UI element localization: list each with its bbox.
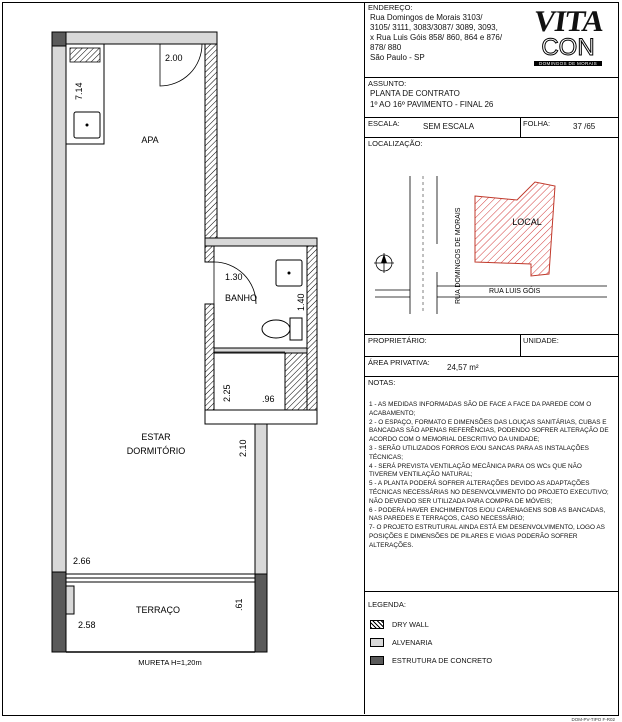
local-label: LOCAL <box>512 217 542 227</box>
alvenaria-swatch <box>370 638 384 647</box>
address-line: Rua Domingos de Morais 3103/ <box>370 13 483 22</box>
drawing-code: DOM-PV-TIPO F-R02 <box>571 717 615 722</box>
room-label-estar: ESTAR <box>141 432 171 442</box>
area-label: ÁREA PRIVATIVA: <box>368 358 430 367</box>
legend-label-text: ESTRUTURA DE CONCRETO <box>392 656 493 665</box>
address-line: x Rua Luis Góis 858/ 860, 864 e 876/ <box>370 33 503 42</box>
location-cell <box>365 138 618 335</box>
wall-bath-left-a <box>205 246 214 262</box>
address-text <box>370 13 502 63</box>
legend-item-concreto <box>370 656 492 665</box>
legend-item-drywall <box>370 620 429 629</box>
owner-cell <box>365 335 618 357</box>
scale-label: ESCALA: <box>368 119 400 128</box>
legend-cell <box>365 592 618 682</box>
subject-text <box>370 89 493 110</box>
room-label-banho: BANHO <box>224 293 258 303</box>
concreto-swatch <box>370 656 384 665</box>
notes-label: NOTAS: <box>368 378 396 387</box>
sheet-value: 37 /65 <box>573 122 596 131</box>
wall-right-lower <box>255 424 267 574</box>
room-label-terraco: TERRAÇO <box>135 605 181 615</box>
address-cell <box>365 2 618 78</box>
drywall-swatch <box>370 620 384 629</box>
column-left <box>52 572 66 652</box>
column-right <box>255 574 267 652</box>
room-label-apa: APA <box>141 135 159 145</box>
address-line: 3105/ 3111, 3083/3087/ 3089, 3093, <box>370 23 498 32</box>
dim-2-10: 2.10 <box>238 439 248 457</box>
location-label: LOCALIZAÇÃO: <box>368 139 423 148</box>
location-map <box>365 144 618 334</box>
sheet-label: FOLHA: <box>523 119 551 128</box>
dim-0-61: .61 <box>234 598 244 611</box>
vitacon-logo: VITA CON DOMINGOS DE MORAIS <box>534 8 602 72</box>
dim-2-00: 2.00 <box>165 53 183 63</box>
subject-cell <box>365 78 618 118</box>
wall-bath-top <box>205 238 317 246</box>
entry-door <box>160 44 202 86</box>
wall-shaft <box>285 352 307 414</box>
notes-text: 1 - AS MEDIDAS INFORMADAS SÃO DE FACE A FACE DA PAREDE COM O ACABAMENTO; 2 - O ESPAÇO, FORMATO E DIMENSÕES DAS LOUÇAS SANITÁRIAS, CUBAS E BANCADAS SÃO APENAS REFERÊNCIAS, PODENDO SOFRER ALTERAÇÃO DE ACORDO COM O MEMORIAL DESCRITIVO DA UNIDADE; 3 - SERÃO UTILIZADOS FORROS E/OU SANCAS PARA AS INSTALAÇÕES TÉCNICAS; 4 - SERÁ PREVISTA VENTILAÇÃO MECÂNICA PARA OS WCs QUE NÃO TIVEREM VENTILAÇÃO NATURAL; 5 - A PLANTA PODERÁ SOFRER ALTERAÇÕES DEVIDO AS ADAPTAÇÕES TÉCNICAS NECESSÁRIAS NO DESENVOLVIMENTO DO PROJETO EXECUTIVO; NÃO DEVENDO SER UTILIZADA PARA COMPRA DE MÓVEIS; 6 - PODERÁ HAVER ENCHIMENTOS E/OU CARENAGENS SOB AS BANCADAS, NAS PAREDES E TERRAÇOS, CASO NECESSÁRIO; 7- O PROJETO ESTRUTURAL AINDA ESTÁ EM DESENVOLVIMENTO, LOGO AS POSIÇÕES E DIMENSÕES DE PILARES E VIGAS PODERÃO SOFRER ALTERAÇÕES. <box>369 401 609 549</box>
north-arrow-icon <box>374 253 394 273</box>
toilet <box>262 320 290 338</box>
dim-2-58: 2.58 <box>78 620 96 630</box>
scale-cell <box>365 118 618 138</box>
column-top <box>52 32 66 46</box>
mureta-note: MURETA H=1,20m <box>138 658 202 667</box>
dim-0-96: .96 <box>262 394 275 404</box>
wall-right-upper <box>205 44 217 242</box>
wall-lower-right <box>205 410 317 424</box>
dim-2-66: 2.66 <box>73 556 91 566</box>
room-label-dormitorio: DORMITÓRIO <box>126 446 186 456</box>
dim-2-25: 2.25 <box>222 384 232 402</box>
dim-1-40: 1.40 <box>296 293 306 311</box>
street-label-luis-gois: RUA LUIS GÓIS <box>489 288 541 295</box>
owner-label: PROPRIETÁRIO: <box>368 336 427 345</box>
legend-label-text: ALVENARIA <box>392 638 433 647</box>
subject-line: PLANTA DE CONTRATO <box>370 89 460 98</box>
title-block <box>364 2 618 722</box>
local-plot <box>475 182 555 276</box>
wall-top <box>52 32 217 44</box>
street-label-domingos: RUA DOMINGOS DE MORAIS <box>455 207 462 304</box>
scale-value: SEM ESCALA <box>423 122 475 131</box>
address-label: ENDEREÇO: <box>368 3 413 12</box>
area-cell <box>365 357 618 377</box>
legend-label: LEGENDA: <box>368 600 406 609</box>
address-line: São Paulo - SP <box>370 53 425 62</box>
area-value: 24,57 m² <box>447 363 479 372</box>
legend-label-text: DRY WALL <box>392 620 429 629</box>
wall-left <box>52 32 66 572</box>
subject-line: 1º AO 16º PAVIMENTO - FINAL 26 <box>370 99 494 109</box>
wall-bath-left-b <box>205 304 214 414</box>
dim-1-30: 1.30 <box>225 272 243 282</box>
address-line: 878/ 880 <box>370 43 402 52</box>
wall-bath-right <box>307 246 317 414</box>
legend-item-alvenaria <box>370 638 432 647</box>
dim-7-14: 7.14 <box>74 82 84 100</box>
unit-label: UNIDADE: <box>523 336 559 345</box>
subject-label: ASSUNTO: <box>368 79 407 88</box>
notes-cell <box>365 377 618 592</box>
